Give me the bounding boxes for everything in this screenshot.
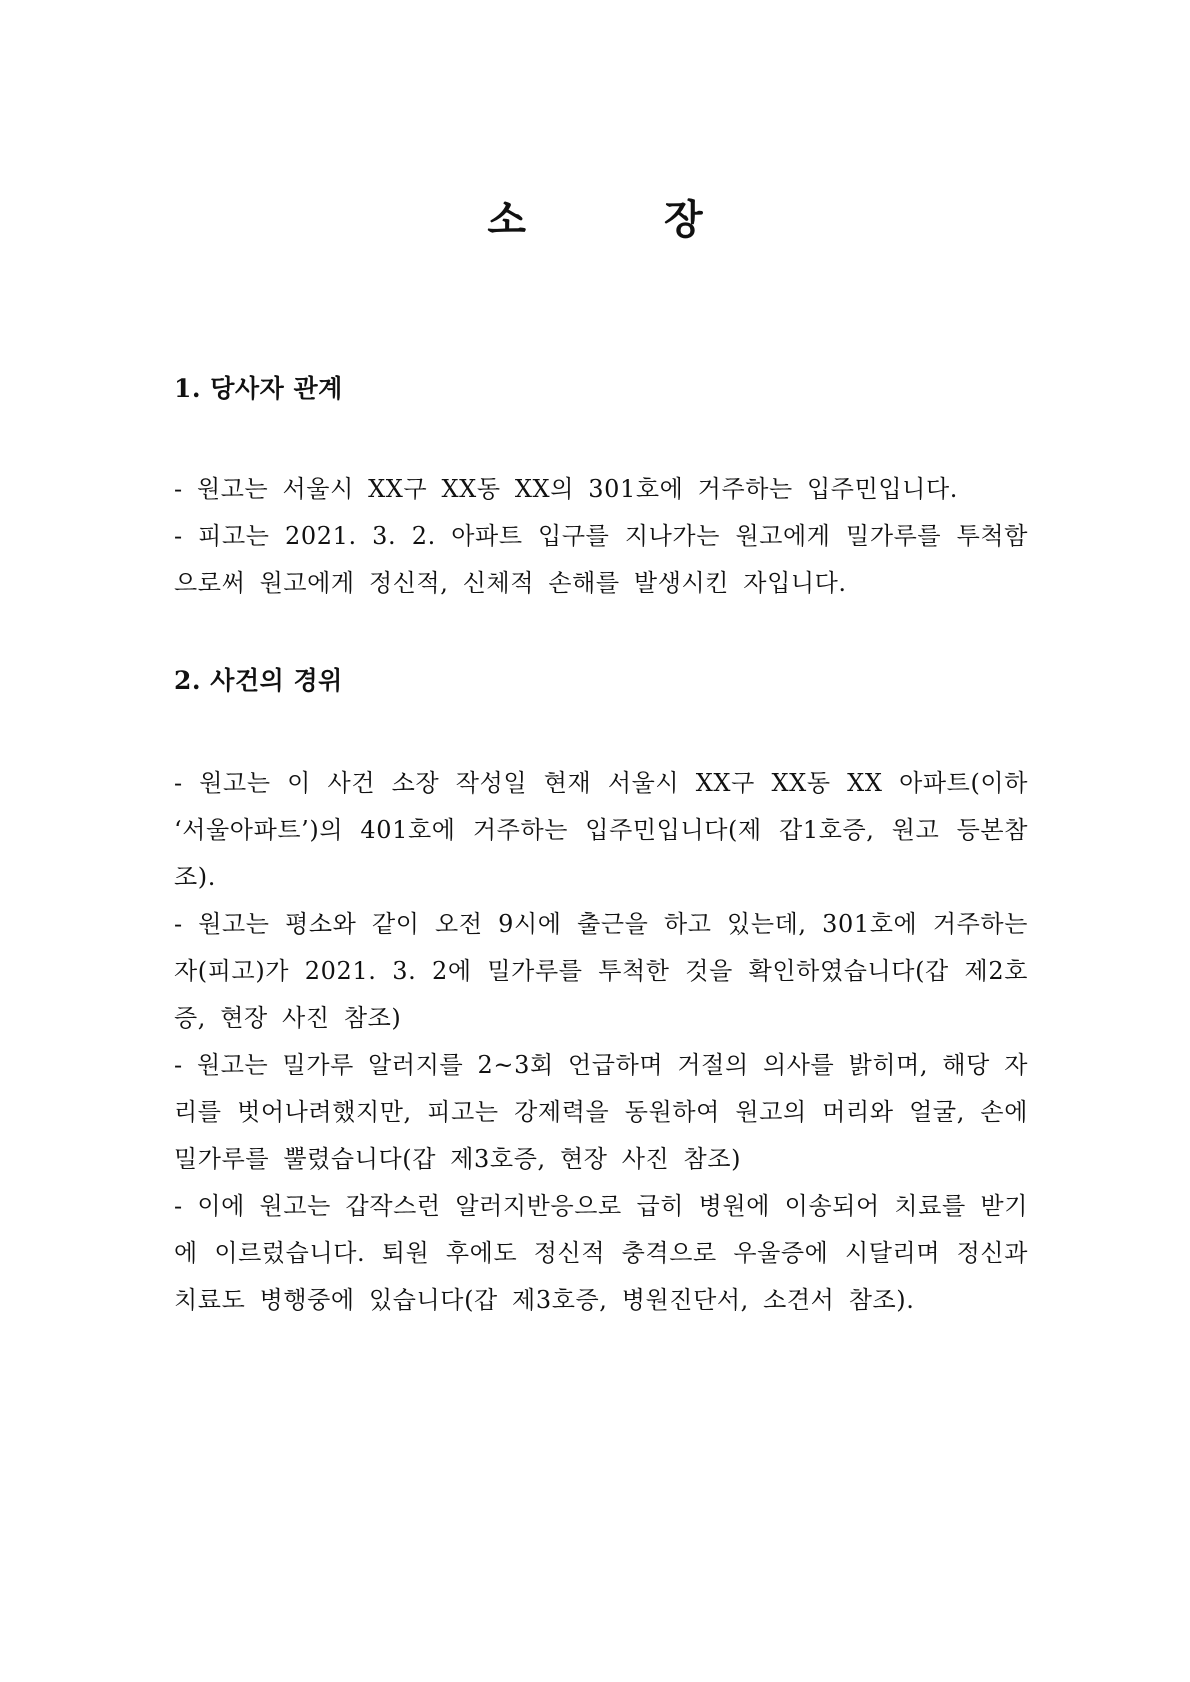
section-heading: 1. 당사자 관계	[174, 374, 343, 403]
section-party-relationship	[174, 372, 1028, 597]
section-body	[174, 760, 1028, 1324]
section-heading: 2. 사건의 경위	[174, 666, 343, 695]
paragraph: - 피고는 2021. 3. 2. 아파트 입구를 지나가는 원고에게 밀가루를 투척함으로써 원고에게 정신적, 신체적 손해를 발생시킨 자입니다.	[174, 522, 1028, 597]
document-title: 소 장	[487, 196, 765, 243]
section-case-background	[174, 664, 1028, 1314]
paragraph: - 원고는 서울시 XX구 XX동 XX의 301호에 거주하는 입주민입니다.	[174, 475, 958, 503]
paragraph: - 원고는 평소와 같이 오전 9시에 출근을 하고 있는데, 301호에 거주하는 자(피고)가 2021. 3. 2에 밀가루를 투척한 것을 확인하였습니다(갑 제2호증, 현장 사진 참조)	[174, 910, 1028, 1032]
section-body	[174, 466, 1028, 607]
paragraph: - 이에 원고는 갑작스런 알러지반응으로 급히 병원에 이송되어 치료를 받기에 이르렀습니다. 퇴원 후에도 정신적 충격으로 우울증에 시달리며 정신과 치료도 병행중에 있습니다(갑 제3호증, 병원진단서, 소견서 참조).	[174, 1192, 1028, 1314]
paragraph: - 원고는 이 사건 소장 작성일 현재 서울시 XX구 XX동 XX 아파트(이하 ‘서울아파트’)의 401호에 거주하는 입주민입니다(제 갑1호증, 원고 등본참조).	[174, 769, 1028, 891]
paragraph: - 원고는 밀가루 알러지를 2~3회 언급하며 거절의 의사를 밝히며, 해당 자리를 벗어나려했지만, 피고는 강제력을 동원하여 원고의 머리와 얼굴, 손에 밀가루를 뿔렸습니다(갑 제3호증, 현장 사진 참조)	[174, 1051, 1028, 1173]
